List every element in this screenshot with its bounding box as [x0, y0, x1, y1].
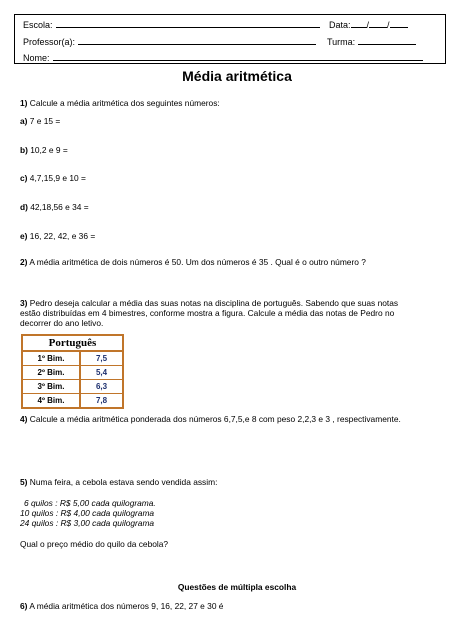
question-1-number: 1): [20, 98, 28, 108]
date-month-blank: [369, 19, 387, 28]
item-text: 4,7,15,9 e 10 =: [29, 173, 86, 183]
question-1-text: Calcule a média aritmética dos seguintes números:: [29, 98, 220, 108]
question-5-number: 5): [20, 477, 28, 487]
table-row: [23, 352, 122, 366]
grade-cell: 7,5: [95, 354, 108, 363]
name-blank: [53, 52, 423, 61]
item-letter: c): [20, 173, 28, 183]
item-text: 42,18,56 e 34 =: [30, 202, 89, 212]
teacher-label: Professor(a):: [23, 37, 76, 47]
question-6-text: A média aritmética dos números 9, 16, 22, 27 e 30 é: [29, 601, 224, 611]
school-line: [23, 19, 320, 31]
grade-cell: 6,3: [95, 382, 108, 391]
question-3-line-3: decorrer do ano letivo.: [20, 318, 104, 328]
question-1b: [20, 145, 68, 155]
question-6-number: 6): [20, 601, 28, 611]
item-text: 10,2 e 9 =: [30, 145, 68, 155]
question-1a: [20, 116, 60, 126]
table-row: [23, 366, 122, 380]
class-line: [327, 36, 416, 48]
grade-cell: 5,4: [95, 368, 108, 377]
header-box: [14, 14, 446, 64]
class-label: Turma:: [327, 37, 356, 47]
question-5: [20, 477, 217, 487]
item-text: 16, 22, 42, e 36 =: [29, 231, 96, 241]
question-1d: [20, 202, 89, 212]
grades-table-header: Português: [23, 336, 122, 352]
question-3-number: 3): [20, 298, 28, 308]
question-4-number: 4): [20, 414, 28, 424]
table-row: [23, 394, 122, 407]
term-cell: 4º Bim.: [23, 394, 81, 407]
grades-table: [21, 334, 124, 409]
school-blank: [56, 19, 320, 28]
teacher-blank: [78, 36, 316, 45]
grade-cell: 7,8: [95, 396, 108, 405]
term-cell: 1º Bim.: [23, 352, 81, 365]
item-letter: e): [20, 231, 28, 241]
question-1c: [20, 173, 86, 183]
school-label: Escola:: [23, 20, 53, 30]
price-line: 6 quilos : R$ 5,00 cada quilograma.: [24, 498, 156, 508]
question-2-text: A média aritmética de dois números é 50. Um dos números é 35 . Qual é o outro número ?: [29, 257, 366, 267]
question-1e: [20, 231, 95, 241]
date-line: Data: / /: [329, 19, 408, 31]
date-label: Data:: [329, 20, 351, 30]
question-6: [20, 601, 223, 611]
question-3-text: Pedro deseja calcular a média das suas notas na disciplina de português. Sabendo que suas notas: [29, 298, 399, 308]
question-3-line-2: estão distribuídas em 4 bimestres, conforme mostra a figura. Calcule a média das notas de Pedro no: [20, 308, 395, 318]
page-title: Média aritmética: [182, 68, 292, 84]
question-2: [20, 257, 366, 267]
question-5-text: Numa feira, a cebola estava sendo vendida assim:: [29, 477, 218, 487]
term-cell: 2º Bim.: [23, 366, 81, 379]
item-letter: b): [20, 145, 28, 155]
question-4: [20, 414, 401, 424]
price-line: 24 quilos : R$ 3,00 cada quilograma: [20, 518, 155, 528]
question-4-text: Calcule a média aritmética ponderada dos números 6,7,5,e 8 com peso 2,2,3 e 3 , respectivamente.: [29, 414, 401, 424]
name-label: Nome:: [23, 53, 50, 63]
section-title: Questões de múltipla escolha: [177, 582, 297, 592]
question-2-number: 2): [20, 257, 28, 267]
question-5-question: Qual o preço médio do quilo da cebola?: [20, 539, 169, 549]
price-line: 10 quilos : R$ 4,00 cada quilograma: [20, 508, 155, 518]
term-cell: 3º Bim.: [23, 380, 81, 393]
name-line: [23, 52, 423, 64]
question-3-line-1: [20, 298, 398, 308]
date-day-blank: [351, 19, 367, 28]
item-letter: a): [20, 116, 28, 126]
question-1: [20, 98, 220, 108]
item-text: 7 e 15 =: [29, 116, 61, 126]
table-row: [23, 380, 122, 394]
date-year-blank: [390, 19, 408, 28]
item-letter: d): [20, 202, 28, 212]
class-blank: [358, 36, 416, 45]
teacher-line: [23, 36, 316, 48]
